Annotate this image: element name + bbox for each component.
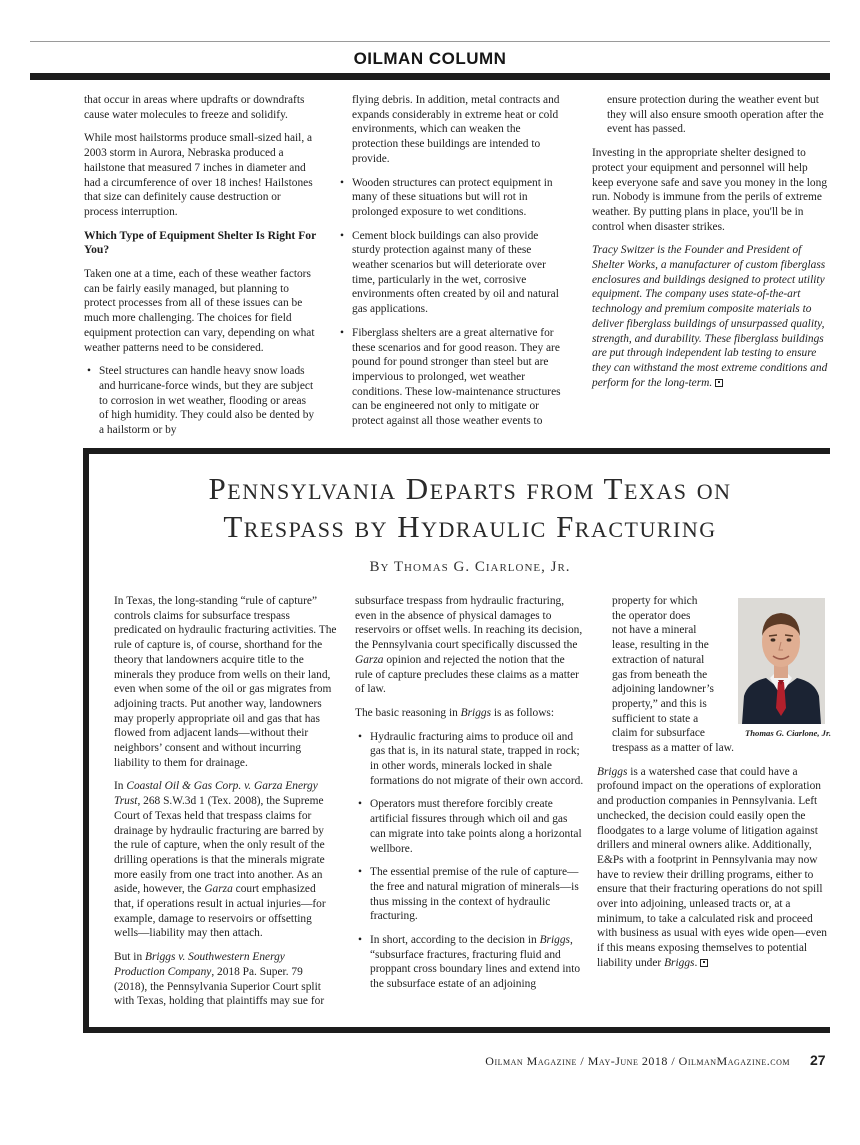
list-item: • Cement block buildings can also provide sturdy protection against many of these weather scenarios but will deteriorate over time, particularly in the wet, corrosive environments often created by oil and natural gas applications.	[337, 229, 569, 317]
paragraph: While most hailstorms produce small-sized hail, a 2003 storm in Aurora, Nebraska produced a hailstone that measured 7 inches in diameter and had a circumference of over 18 inches! Hailstones that size can definitely cause destruction or process interruption.	[84, 132, 313, 218]
paragraph: But in Briggs v. Southwestern Energy Production Company, 2018 Pa. Super. 79 (2018), the Pennsylvania Superior Court split with Texas, holding that plaintiffs may sue for	[114, 951, 325, 1008]
author-bio-text: Tracy Switzer is the Founder and President of Shelter Works, a manufacturer of custom fiberglass enclosures and buildings designed to protect utility equipment. The company uses state-of-the-art technology and premium composite materials to deliver fiberglass buildings of unsurpassed quality, strength, and durability. These fiberglass buildings are put through independent lab testing to ensure they can withstand the most extreme conditions and perform for the long-term.	[592, 244, 828, 389]
text-line: extraction of natural	[612, 653, 705, 666]
text-line: the operator does	[612, 609, 691, 622]
list-item: • The essential premise of the rule of capture—the free and natural migration of minerals—is thus missing in the context of hydraulic fracturing.	[355, 865, 585, 924]
list-item: • Fiberglass shelters are a great alternative for these scenarios and for good reason. They are pound for pound stronger than steel but are impervious to prolonged, wet weather conditions. These low-maintenance structures can be engineered not only to mitigate or protect against all those weather events to	[337, 326, 569, 429]
case-name: Briggs	[597, 765, 628, 778]
text-line: lease, resulting in the	[612, 639, 709, 652]
square-end-mark-icon	[700, 959, 708, 967]
bullet-list	[84, 364, 316, 438]
list-item: • Operators must therefore forcibly create artificial fissures through which oil and gas can migrate into take points along a horizontal wellbore.	[355, 797, 585, 856]
case-name: Briggs v. Southwestern Energy Production Company	[114, 951, 285, 978]
paragraph: In Coastal Oil & Gas Corp. v. Garza Energy Trust, 268 S.W.3d 1 (Tex. 2008), the Supreme Court of Texas held that trespass claims for drainage by hydraulic fracturing are barred by the rule of capture, when the only result of the drilling operations is that the minerals migrate more easily from one tract into another. As an aside, however, the Garza court emphasized that, if operations result in actual injuries—for example, damage to reservoirs or offsetting wells—liability may then attach.	[114, 780, 326, 940]
paragraph: flying debris. In addition, metal contracts and expands considerably in extreme heat or cold environments, which can weaken the protection these buildings are intended to provide.	[352, 94, 560, 165]
paragraph: Taken one at a time, each of these weather factors can be fairly easily managed, but planning to protect processes from all of these issues can be much more challenging. The choices for field equipment protection can vary, depending on what weather patterns need to be considered.	[84, 268, 315, 354]
case-name: Garza	[204, 883, 233, 896]
list-item: • In short, according to the decision in Briggs, “subsurface fractures, fracturing fluid and proppant cross boundary lines and extend into the subsurface estate of an adjoining	[355, 933, 585, 992]
article-column-1	[114, 594, 338, 1018]
article-title-line-1: Pennsylvania Departs from Texas on	[208, 471, 732, 506]
paragraph: that occur in areas where updrafts or downdrafts cause water molecules to freeze and solidify.	[84, 94, 305, 121]
top-article-column-2	[337, 93, 569, 438]
list-item: • Hydraulic fracturing aims to produce oil and gas that is, in its natural state, trapped in rock; in other words, minerals locked in shale formations do not migrate of their own accord.	[355, 730, 585, 789]
article-byline: By Thomas G. Ciarlone, Jr.	[369, 559, 571, 575]
section-heading: Which Type of Equipment Shelter Is Right For You?	[84, 228, 317, 257]
list-item: • Wooden structures can protect equipment in many of these situations but will rot in prolonged exposure to wet conditions.	[337, 176, 569, 220]
paragraph: In Texas, the long-standing “rule of capture” controls claims for subsurface trespass predicated on hydraulic fracturing activities. The rule of capture is, of course, shorthand for the theory that landowners acquire title to the minerals they produce from wells on their land, even when some of the oil or gas migrates from adjoining tracts. Put another way, landowners may properly appropriate oil and gas that has flowed from adjacent lands—without their neighbors’ consent and without incurring liability to them for drainage.	[114, 595, 337, 769]
header-thick-rule	[30, 73, 830, 80]
photo-caption: Thomas G. Ciarlone, Jr.	[745, 728, 831, 738]
paragraph: The basic reasoning in Briggs is as follows:	[355, 706, 555, 719]
author-photo	[738, 598, 825, 724]
author-bio	[592, 243, 830, 390]
case-name: Garza	[355, 653, 384, 666]
paragraph: Investing in the appropriate shelter designed to protect your equipment and personnel will help keep everyone safe and save you money in the long run. Nobody is immune from the perils of extreme weather. By putting plans in place, you'll be in control when disaster strikes.	[592, 147, 828, 233]
case-name: Briggs	[539, 934, 570, 947]
text-line: sufficient to state a	[612, 712, 699, 725]
case-name: Briggs	[460, 706, 492, 719]
text-line: property for which	[612, 595, 698, 607]
article-title	[90, 470, 850, 546]
text-line: property,” and this is	[612, 697, 707, 710]
article-box-top-border	[83, 448, 830, 454]
page-number: 27	[810, 1052, 826, 1068]
paragraph: subsurface trespass from hydraulic fracturing, even in the absence of physical damages to reservoirs or offset wells. In reaching its decision, the Pennsylvania court specifically discussed the Garza opinion and rejected the notion that the rule of capture precludes these claims as a matter of law.	[355, 595, 583, 696]
page-footer-publication: Oilman Magazine / May-June 2018 / OilmanMagazine.com	[485, 1054, 790, 1068]
article-title-line-2: Trespass by Hydraulic Fracturing	[223, 509, 717, 544]
square-end-mark-icon	[715, 379, 723, 387]
text-line: not have a mineral	[612, 624, 697, 637]
paragraph: Briggs is a watershed case that could have a profound impact on the operations of exploration and production companies in Pennsylvania. Left unchecked, the decision could easily open the floodgates to a large volume of litigation against drillers and mineral owners alike. Additionally, E&Ps with a footprint in Pennsylvania may now have to review their drilling programs, either to ensure that their fracturing operations do not spill over into adjoining, unleased tracts or, at a minimum, to take a calculated risk and proceed with business as usual with eyes wide open—even if this means exposing themselves to potential liability under Briggs.	[597, 765, 827, 969]
top-thin-rule	[30, 41, 830, 42]
top-article-column-3	[592, 93, 830, 399]
bullet-list	[355, 730, 585, 992]
text-line: gas from beneath the	[612, 668, 708, 681]
case-name: Coastal Oil & Gas Corp. v. Garza Energy Trust	[114, 780, 318, 808]
article-box-bottom-border	[83, 1027, 830, 1033]
paragraph: ensure protection during the weather event but they will also ensure smooth operation after the event has passed.	[607, 94, 824, 136]
case-name: Briggs	[664, 956, 695, 969]
author-portrait-illustration	[738, 598, 825, 724]
list-item: • Steel structures can handle heavy snow loads and hurricane-force winds, but they are subject to corrosion in wet weather, flooding or areas of high humidity. They could also be dented by a hailstorm or by	[84, 364, 316, 438]
column-title: OILMAN COLUMN	[353, 49, 507, 68]
text-line: adjoining landowner’s	[612, 683, 714, 696]
article-box-left-border	[83, 448, 89, 1033]
text-line: trespass as a matter of law.	[612, 742, 734, 755]
article-column-2	[355, 594, 585, 1001]
top-article-column-1	[84, 93, 316, 447]
text-line: claim for subsurface	[612, 727, 705, 740]
bullet-list	[337, 176, 569, 429]
